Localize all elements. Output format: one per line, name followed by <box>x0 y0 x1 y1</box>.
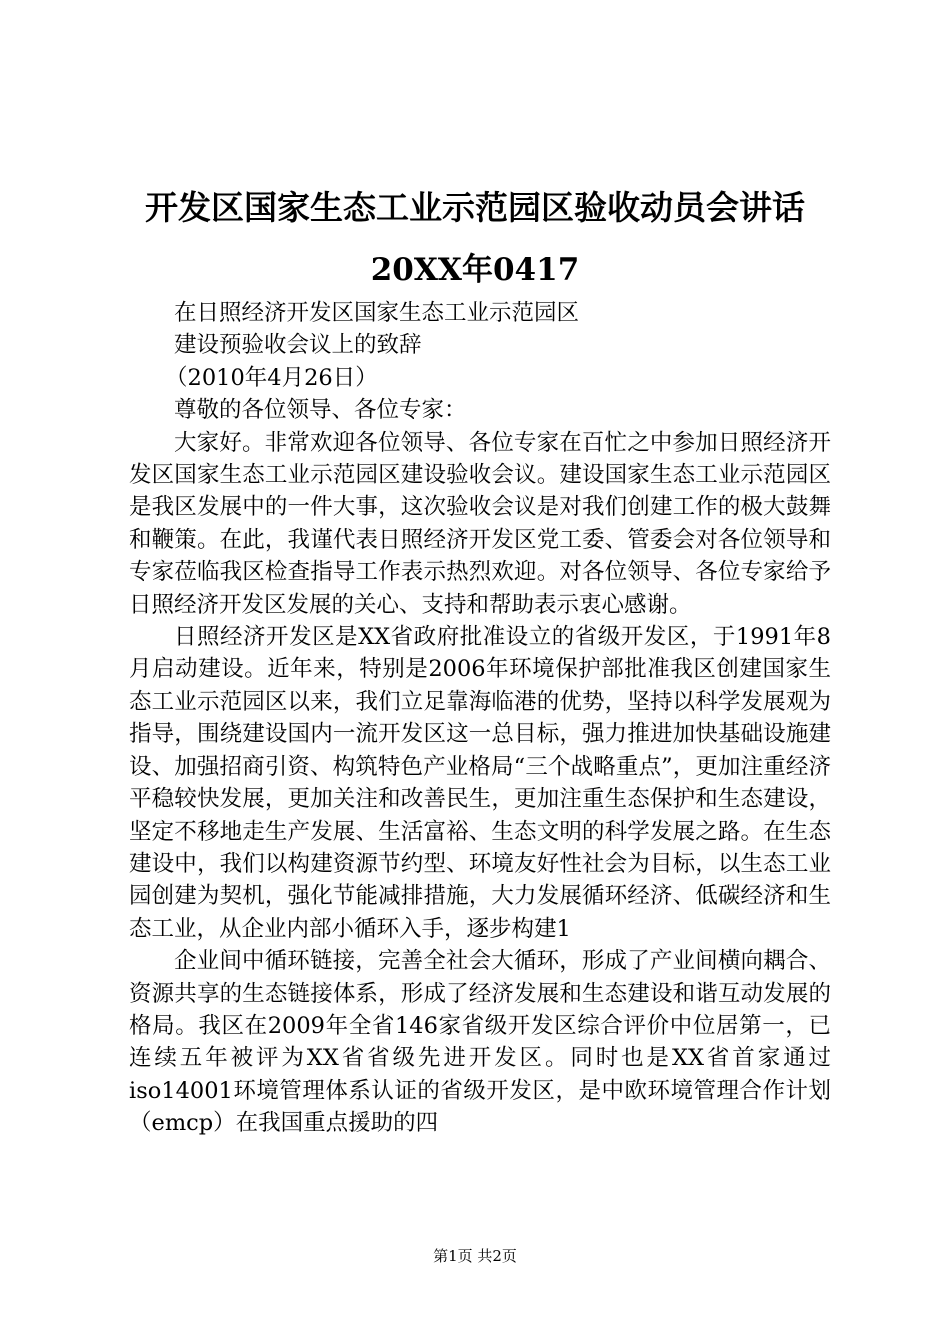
page-footer: 第1页 共2页 <box>433 1247 517 1265</box>
paragraph-3: 企业间中循环链接，完善全社会大循环，形成了产业间横向耦合、资源共享的生态链接体系，形成了经济发展和生态建设和谐互动发展的格局。我区在2009年全省146家省级开发区综合评价中位居第一，已连续五年被评为XX省省级先进开发区。同时也是XX省首家通过iso14001环境管理体系认证的省级开发区，是中欧环境管理合作计划（emcp）在我国重点援助的四 <box>129 948 831 1137</box>
document-body <box>129 297 831 1140</box>
paragraph-1: 大家好。非常欢迎各位领导、各位专家在百忙之中参加日照经济开发区国家生态工业示范园区建设验收会议。建设国家生态工业示范园区是我区发展中的一件大事，这次验收会议是对我们创建工作的极大鼓舞和鞭策。在此，我谨代表日照经济开发区党工委、管委会对各位领导和专家莅临我区检查指导工作表示热烈欢迎。对各位领导、各位专家给予日照经济开发区发展的关心、支持和帮助表示衷心感谢。 <box>129 429 831 618</box>
paragraph-2: 日照经济开发区是XX省政府批准设立的省级开发区，于1991年8月启动建设。近年来，特别是2006年环境保护部批准我区创建国家生态工业示范园区以来，我们立足靠海临港的优势，坚持以科学发展观为指导，围绕建设国内一流开发区这一总目标，强力推进加快基础设施建设、加强招商引资、构筑特色产业格局“三个战略重点”，更加注重经济平稳较快发展，更加关注和改善民生，更加注重生态保护和生态建设，坚定不移地走生产发展、生活富裕、生态文明的科学发展之路。在生态建设中，我们以构建资源节约型、环境友好性社会为目标，以生态工业园创建为契机，强化节能减排措施，大力发展循环经济、低碳经济和生态工业，从企业内部小循环入手，逐步构建1 <box>129 624 831 942</box>
document-title-line-2: 20XX年0417 <box>370 252 580 288</box>
speech-heading-line-2: 建设预验收会议上的致辞 <box>174 332 422 359</box>
speech-heading-line-1: 在日照经济开发区国家生态工业示范园区 <box>174 300 580 326</box>
speech-date: （2010年4月26日） <box>165 364 378 391</box>
document-title-line-1: 开发区国家生态工业示范园区验收动员会讲话 <box>145 188 805 227</box>
salutation: 尊敬的各位领导、各位专家： <box>174 397 467 424</box>
